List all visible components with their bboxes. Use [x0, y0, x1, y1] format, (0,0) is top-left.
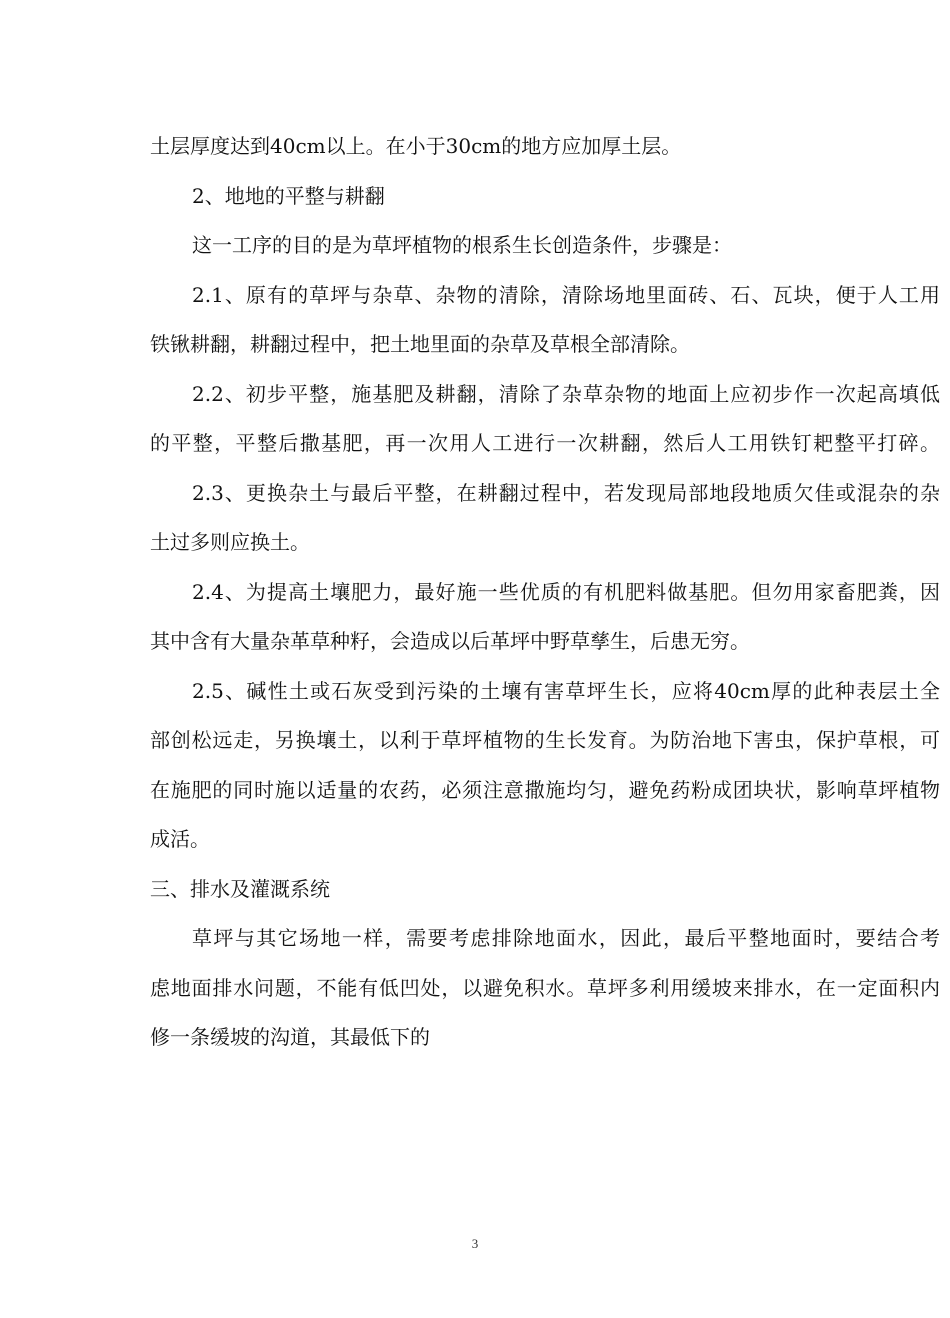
text-line: 虑地面排水问题，不能有低凹处，以避免积水。草坪多利用缓坡来排水，在一定面积内	[150, 975, 940, 1000]
text-line: 2.4、为提高土壤肥力，最好施一些优质的有机肥料做基肥。但勿用家畜肥粪，因	[192, 579, 940, 604]
text-line: 部创松远走，另换壤土，以利于草坪植物的生长发育。为防治地下害虫，保护草根，可	[150, 728, 940, 752]
text-line: 2.5、碱性土或石灰受到污染的土壤有害草坪生长，应将40cm厚的此种表层土全	[192, 678, 940, 703]
text-line: 2.2、初步平整，施基肥及耕翻，清除了杂草杂物的地面上应初步作一次起高填低	[192, 381, 940, 406]
text-line: 2.1、原有的草坪与杂草、杂物的清除，清除场地里面砖、石、瓦块，便于人工用	[192, 282, 940, 307]
text-line: 三、排水及灌溉系统	[150, 876, 330, 901]
page-number: 3	[471, 1236, 479, 1251]
text-line: 的平整，平整后撒基肥，再一次用人工进行一次耕翻，然后人工用铁钉耙整平打碎。	[150, 431, 940, 455]
text-line: 修一条缓坡的沟道，其最低下的	[150, 1025, 430, 1049]
body-text	[150, 122, 940, 1063]
text-line: 铁锹耕翻，耕翻过程中，把土地里面的杂草及草根全部清除。	[150, 332, 690, 356]
text-line: 草坪与其它场地一样，需要考虑排除地面水，因此，最后平整地面时，要结合考	[192, 926, 940, 950]
text-line: 2.3、更换杂土与最后平整，在耕翻过程中，若发现局部地段地质欠佳或混杂的杂	[192, 480, 940, 505]
text-line: 在施肥的同时施以适量的农药，必须注意撒施均匀，避免药粉成团块状，影响草坪植物	[150, 777, 940, 802]
text-line: 成活。	[150, 827, 210, 851]
text-line: 土层厚度达到40cm以上。在小于30cm的地方应加厚土层。	[150, 134, 682, 158]
text-line: 土过多则应换土。	[150, 530, 310, 554]
text-line: 2、地地的平整与耕翻	[192, 183, 385, 208]
text-line: 这一工序的目的是为草坪植物的根系生长创造条件，步骤是：	[192, 233, 732, 257]
text-line: 其中含有大量杂革草种籽，会造成以后革坪中野草孳生，后患无穷。	[150, 629, 750, 653]
